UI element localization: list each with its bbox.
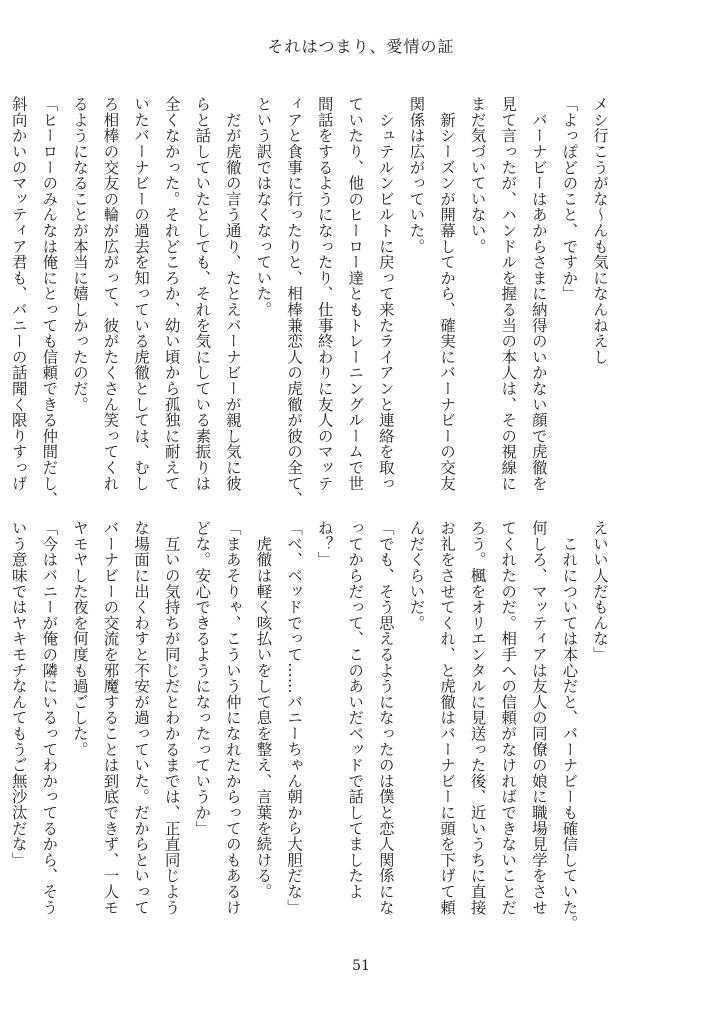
text-line: 見て言ったが、ハンドルを握る当の本人は、その視線に — [499, 96, 518, 491]
text-line: 互いの気持ちが同じだとわかるまでは、正直同じよう — [162, 520, 181, 915]
text-line: ていたり、他のヒーロー達ともトレーニングルームで世 — [346, 96, 365, 491]
text-line: ね？」 — [315, 520, 334, 568]
text-line: 「べ、ベッドでって……バニーちゃん朝から大胆だな」 — [285, 520, 304, 915]
text-line: 「ヒーローのみんなは俺にとっても信頼できる仲間だし、 — [40, 96, 59, 507]
text-line: 全くなかった。それどころか、幼い頃から孤独に耐えて — [162, 96, 181, 491]
text-line: シュテルンビルトに戻って来たライアンと連絡を取っ — [376, 96, 395, 491]
text-line: ィアと食事に行ったりと、相棒兼恋人の虎徹が彼の全て、 — [285, 96, 304, 507]
text-line: バーナビーの交流を邪魔することは到底できず、一人モ — [101, 520, 120, 915]
text-line: メシ行こうがな～んも気になんねえし — [591, 96, 609, 365]
text-line: バーナビーはあからさまに納得のいかない顔で虎徹を — [529, 96, 548, 491]
text-line: これについては本心だと、バーナビーも確信していた。 — [560, 520, 579, 931]
text-line: 何しろ、マッティアは友人の同僚の娘に職場見学をさせ — [529, 520, 548, 915]
text-line: 新シーズンが開幕してから、確実にバーナビーの交友 — [438, 96, 457, 491]
text-line: 斜向かいのマッティア君も、バニーの話聞く限りすっげ — [9, 96, 28, 491]
text-block-top — [3, 96, 615, 516]
text-line: ってからだって、このあいだベッドで話してましたよ — [346, 520, 365, 900]
text-line: らと話していたとしても、それを気にしている素振りは — [193, 96, 212, 491]
text-line: ヤモヤした夜を何度も過ごした。 — [70, 520, 89, 757]
text-line: お礼をさせてくれ、と虎徹はバーナビーに頭を下げて頼 — [438, 520, 457, 915]
text-line: 「今はバニーが俺の隣にいるってわかってるから、そう — [40, 520, 59, 915]
text-line: てくれたのだ。相手への信頼がなければできないことだ — [499, 520, 518, 915]
text-line: 「よっぽどのこと、ですか」 — [560, 96, 579, 302]
text-line: な場面に出くわすと不安が過っていた。だからといって — [132, 520, 151, 915]
page-number: 51 — [352, 958, 370, 974]
text-line: 「まあそりゃ、こういう仲になれたからってのもあるけ — [223, 520, 242, 915]
text-line: えいい人だもんな」 — [591, 520, 609, 663]
text-line: いう意味ではヤキモチなんてもうご無沙汰だな」 — [9, 520, 28, 868]
text-line: ろ相棒の交友の輪が広がって、彼がたくさん笑ってくれ — [101, 96, 120, 491]
text-line: るようになることが本当に嬉しかったのだ。 — [70, 96, 89, 412]
text-line: 間話をするようになったり、仕事終わりに友人のマッテ — [315, 96, 334, 491]
text-line: いたバーナビーの過去を知っている虎徹としては、むし — [132, 96, 151, 491]
text-line: だが虎徹の言う通り、たとえバーナビーが親し気に彼 — [223, 96, 242, 491]
text-line: 虎徹は軽く咳払いをして息を整え、言葉を続ける。 — [254, 520, 273, 900]
text-block-bottom — [3, 520, 615, 940]
text-line: 「でも、そう思えるようになったのは僕と恋人関係にな — [376, 520, 395, 915]
text-line: 関係は広がっていた。 — [407, 96, 426, 254]
running-title: それはつまり、愛情の証 — [267, 37, 455, 56]
text-line: という訳ではなくなっていた。 — [254, 96, 273, 318]
text-line: んだくらいだ。 — [407, 520, 426, 631]
text-line: まだ気づいていない。 — [468, 96, 487, 254]
text-line: どな。安心できるようになったっていうか」 — [193, 520, 212, 836]
text-line: ろう。楓をオリエンタルに見送った後、近いうちに直接 — [468, 520, 487, 915]
